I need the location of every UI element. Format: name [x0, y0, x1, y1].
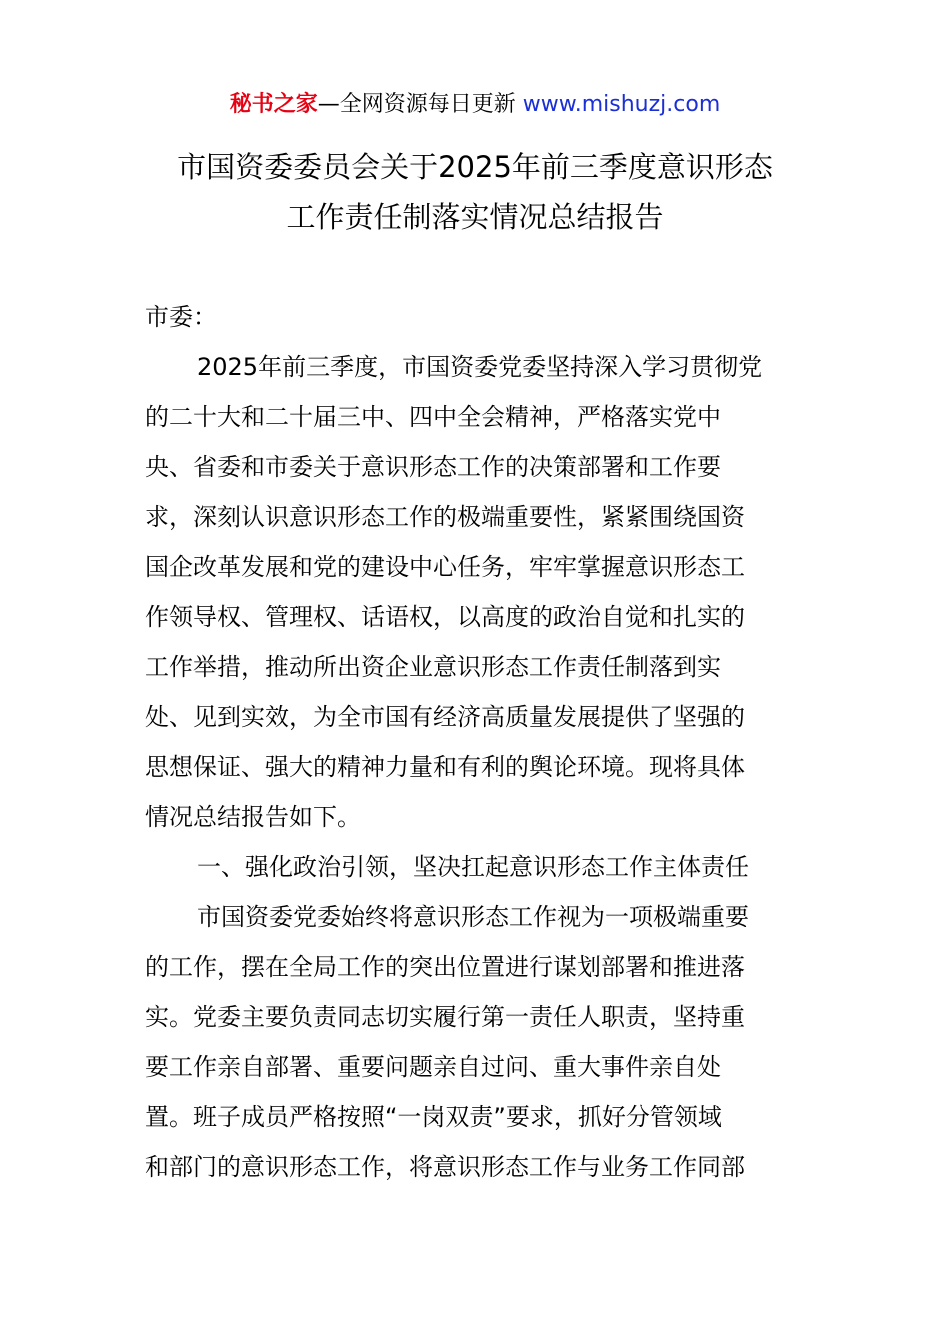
body-line: 国企改革发展和党的建设中心任务，牢牢掌握意识形态工 [145, 553, 745, 581]
section-heading: 一、强化政治引领，坚决扛起意识形态工作主体责任 [197, 853, 749, 881]
document-title-line-1: 市国资委委员会关于2025年前三季度意识形态 [177, 150, 773, 184]
brand-name: 秘书之家 [229, 92, 318, 117]
body-line: 央、省委和市委关于意识形态工作的决策部署和工作要 [145, 453, 721, 481]
body-line: 置。班子成员严格按照“一岗双责”要求，抓好分管领域 [145, 1103, 722, 1131]
body-line: 要工作亲自部署、重要问题亲自过问、重大事件亲自处 [145, 1053, 721, 1081]
body-line: 2025年前三季度，市国资委党委坚持深入学习贯彻党 [197, 353, 763, 381]
body-line: 和部门的意识形态工作，将意识形态工作与业务工作同部 [145, 1153, 745, 1181]
body-line: 情况总结报告如下。 [145, 803, 361, 831]
body-line: 工作举措，推动所出资企业意识形态工作责任制落到实 [145, 653, 721, 681]
body-line: 处、见到实效，为全市国有经济高质量发展提供了坚强的 [145, 703, 745, 731]
header-tagline: —全网资源每日更新 [317, 92, 523, 117]
site-header [0, 88, 950, 122]
body-line: 实。党委主要负责同志切实履行第一责任人职责，坚持重 [145, 1003, 745, 1031]
body-line: 求，深刻认识意识形态工作的极端重要性，紧紧围绕国资 [145, 503, 745, 531]
body-line: 的二十大和二十届三中、四中全会精神，严格落实党中 [145, 403, 721, 431]
body-line: 市国资委党委始终将意识形态工作视为一项极端重要 [197, 903, 749, 931]
body-line: 的工作，摆在全局工作的突出位置进行谋划部署和推进落 [145, 953, 745, 981]
body-line: 思想保证、强大的精神力量和有利的舆论环境。现将具体 [145, 753, 745, 781]
salutation: 市委： [145, 303, 217, 331]
body-line: 作领导权、管理权、话语权，以高度的政治自觉和扎实的 [145, 603, 745, 631]
site-url-link[interactable]: www.mishuzj.com [522, 92, 721, 117]
document-title-line-2: 工作责任制落实情况总结报告 [286, 200, 664, 234]
